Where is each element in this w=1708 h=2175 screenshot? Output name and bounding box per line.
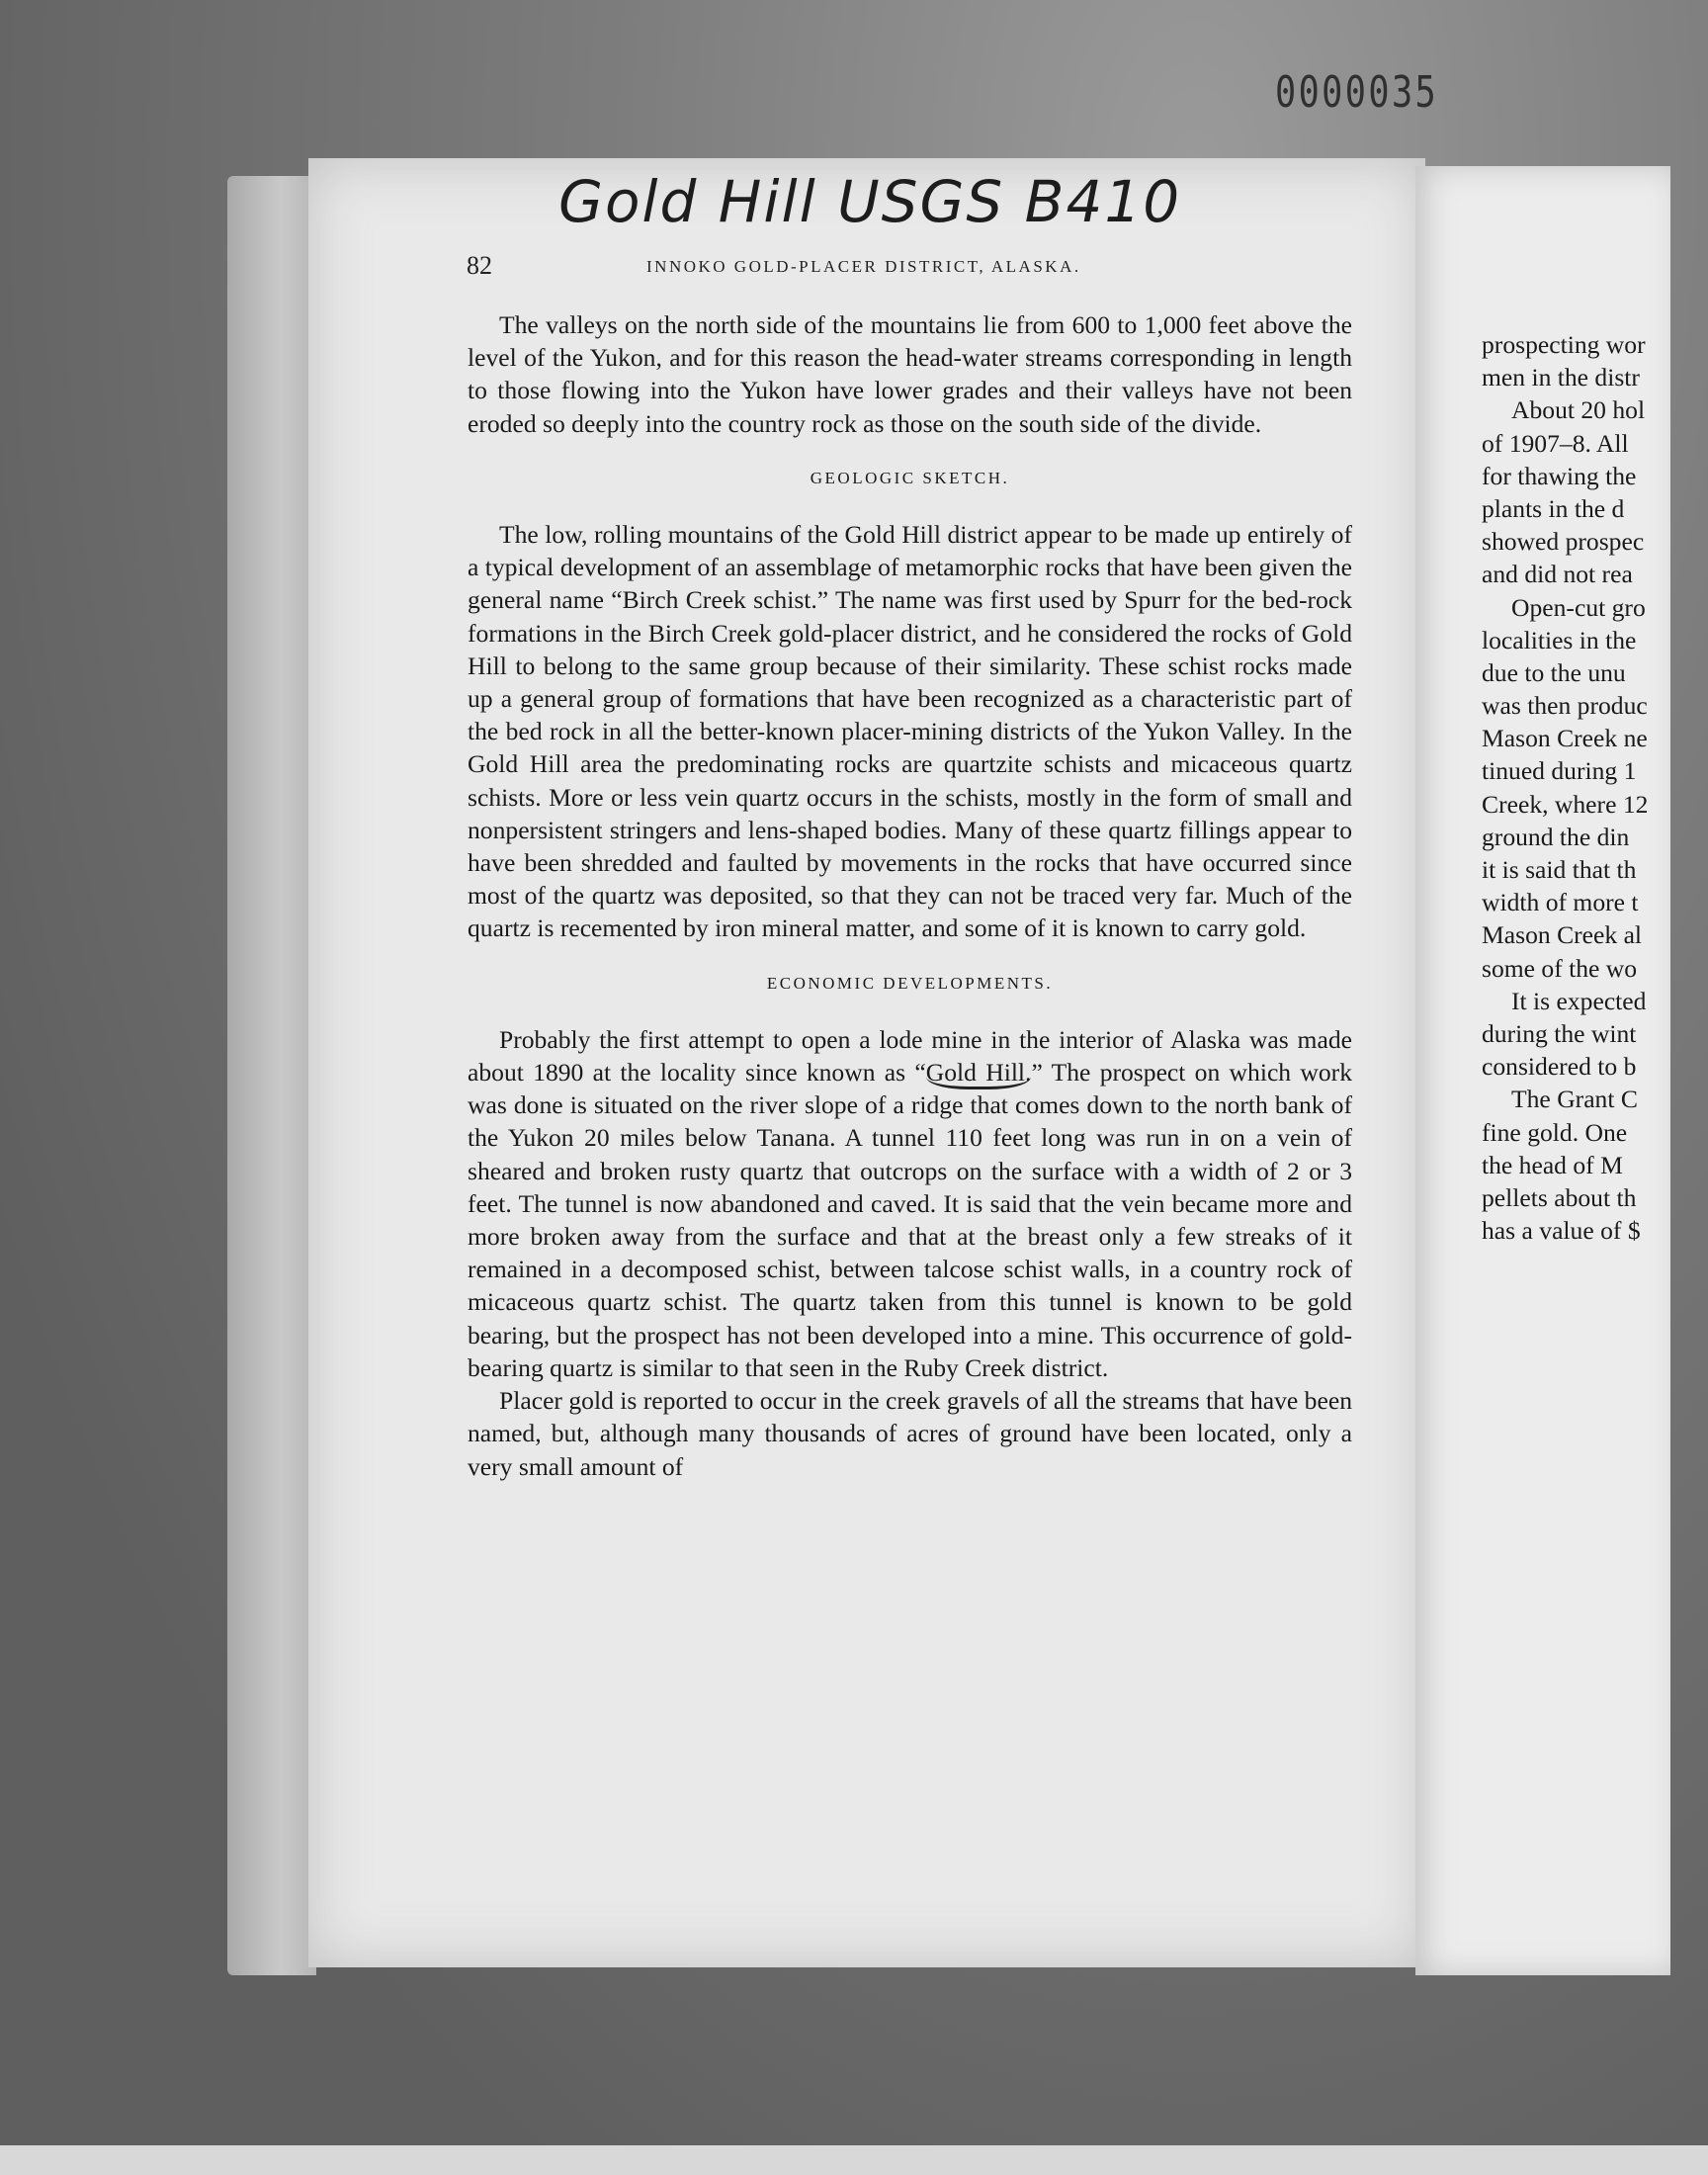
facing-page-line: men in the distr (1482, 363, 1640, 392)
facing-page-line: was then produc (1482, 691, 1648, 721)
facing-page-line: some of the wo (1482, 953, 1638, 983)
facing-page-line: The Grant C (1511, 1085, 1638, 1114)
geologic-paragraph: The low, rolling mountains of the Gold Hill district appear to be made up entirely of a typical development of an assemblage of metamorphic rocks that have been given the general name “Birch Creek schist.” The name was first used by Spurr for the bed-rock formations in the Birch Creek gold-placer district, and he considered the rocks of Gold Hill to belong to the same group because of their similarity. These schist rocks made up a general group of formations that have been recognized as a characteristic part of the bed rock in all the better-known placer-mining districts of the Yukon Valley. In the Gold Hill area the predominating rocks are quartzite schists and micaceous quartz schists. More or less vein quartz occurs in the schists, mostly in the form of small and nonpersistent stringers and lens-shaped bodies. Many of these quartz fillings appear to have been shredded and faulted by movements in the rocks that have occurred since most of the quartz was deposited, so that they can not be traced very far. Much of the quartz is recemented by iron mineral matter, and some of it is known to carry gold. (468, 520, 1352, 943)
handwritten-annotation: Gold Hill USGS B410 (558, 168, 1182, 235)
main-text-column (468, 308, 1352, 1483)
facing-page-line: Mason Creek ne (1482, 724, 1648, 753)
document-number: 0000035 (1275, 67, 1439, 118)
mount-card-edge (227, 176, 316, 1975)
facing-page-line: for thawing the (1482, 461, 1637, 490)
economic-paragraph-2: Placer gold is reported to occur in the creek gravels of all the streams that have been named, but, although many thousands of acres of ground have been located, only a very small amount of (468, 1386, 1352, 1481)
facing-page-line: tinued during 1 (1482, 756, 1637, 786)
facing-page-line: of 1907–8. All (1482, 428, 1629, 458)
facing-page-line: the head of M (1482, 1150, 1623, 1179)
facing-page-line: plants in the d (1482, 493, 1625, 523)
economic-text-post: ” The prospect on which work was done is situated on the river slope of a ridge that comes down to the north bank of the Yukon 20 miles below Tanana. A tunnel 110 feet long was run in on a vein of sheared and broken rusty quartz that outcrops on the surface with a width of 2 or 3 feet. The tunnel is now abandoned and caved. It is said that the vein became more and more broken away from the surface and that at the breast only a few streaks of it remained in a decomposed schist, between talcose schist walls, in a country rock of micaceous quartz schist. The quartz taken from this tunnel is known to be gold bearing, but the prospect has not been developed into a mine. This occurrence of gold-bearing quartz is similar to that seen in the Ruby Creek district. (468, 1058, 1352, 1382)
geologic-sketch-heading: GEOLOGIC SKETCH. (810, 468, 1010, 487)
economic-developments-heading: ECONOMIC DEVELOPMENTS. (766, 973, 1054, 993)
economic-text-pre: Probably the first attempt to open a lode mine in the interior of Alaska was made about 1890 at the locality since known as “ (468, 1024, 1352, 1088)
facing-page-line: considered to b (1482, 1052, 1637, 1082)
facing-page-line: ground the din (1482, 822, 1630, 851)
facing-page-line: localities in the (1482, 625, 1637, 654)
running-head: INNOKO GOLD-PLACER DISTRICT, ALASKA. (646, 257, 1081, 276)
facing-page-line: Creek, where 12 (1482, 789, 1649, 819)
facing-page-line: it is said that th (1482, 855, 1637, 884)
facing-page-line: during the wint (1482, 1018, 1637, 1048)
intro-paragraph: The valleys on the north side of the mountains lie from 600 to 1,000 feet above the level of the Yukon, and for this reason the head-water streams corresponding in length to those flowing into the Yukon have lower grades and their valleys have not been eroded so deeply into the country rock as those on the south side of the divide. (468, 310, 1352, 438)
scan-bottom-strip (0, 2145, 1708, 2175)
facing-page-line: Open-cut gro (1511, 592, 1646, 622)
facing-page-line: fine gold. One (1482, 1117, 1628, 1147)
facing-page-line: prospecting wor (1482, 330, 1646, 359)
facing-page-line: showed prospec (1482, 527, 1645, 557)
facing-page-line: pellets about th (1482, 1182, 1637, 1212)
facing-page-line: It is expected (1511, 986, 1647, 1015)
facing-page-line: About 20 hol (1511, 395, 1646, 425)
economic-paragraph-1 (468, 1023, 1352, 1384)
gold-hill-underlined: Gold Hill. (926, 1058, 1032, 1089)
facing-page-line: has a value of $ (1482, 1216, 1641, 1246)
page-number: 82 (467, 251, 492, 280)
facing-page-line: Mason Creek al (1482, 920, 1643, 950)
facing-page-line: and did not rea (1482, 560, 1633, 589)
facing-page-text (1482, 328, 1708, 1247)
facing-page-line: due to the unu (1482, 657, 1626, 687)
facing-page-line: width of more t (1482, 888, 1639, 917)
